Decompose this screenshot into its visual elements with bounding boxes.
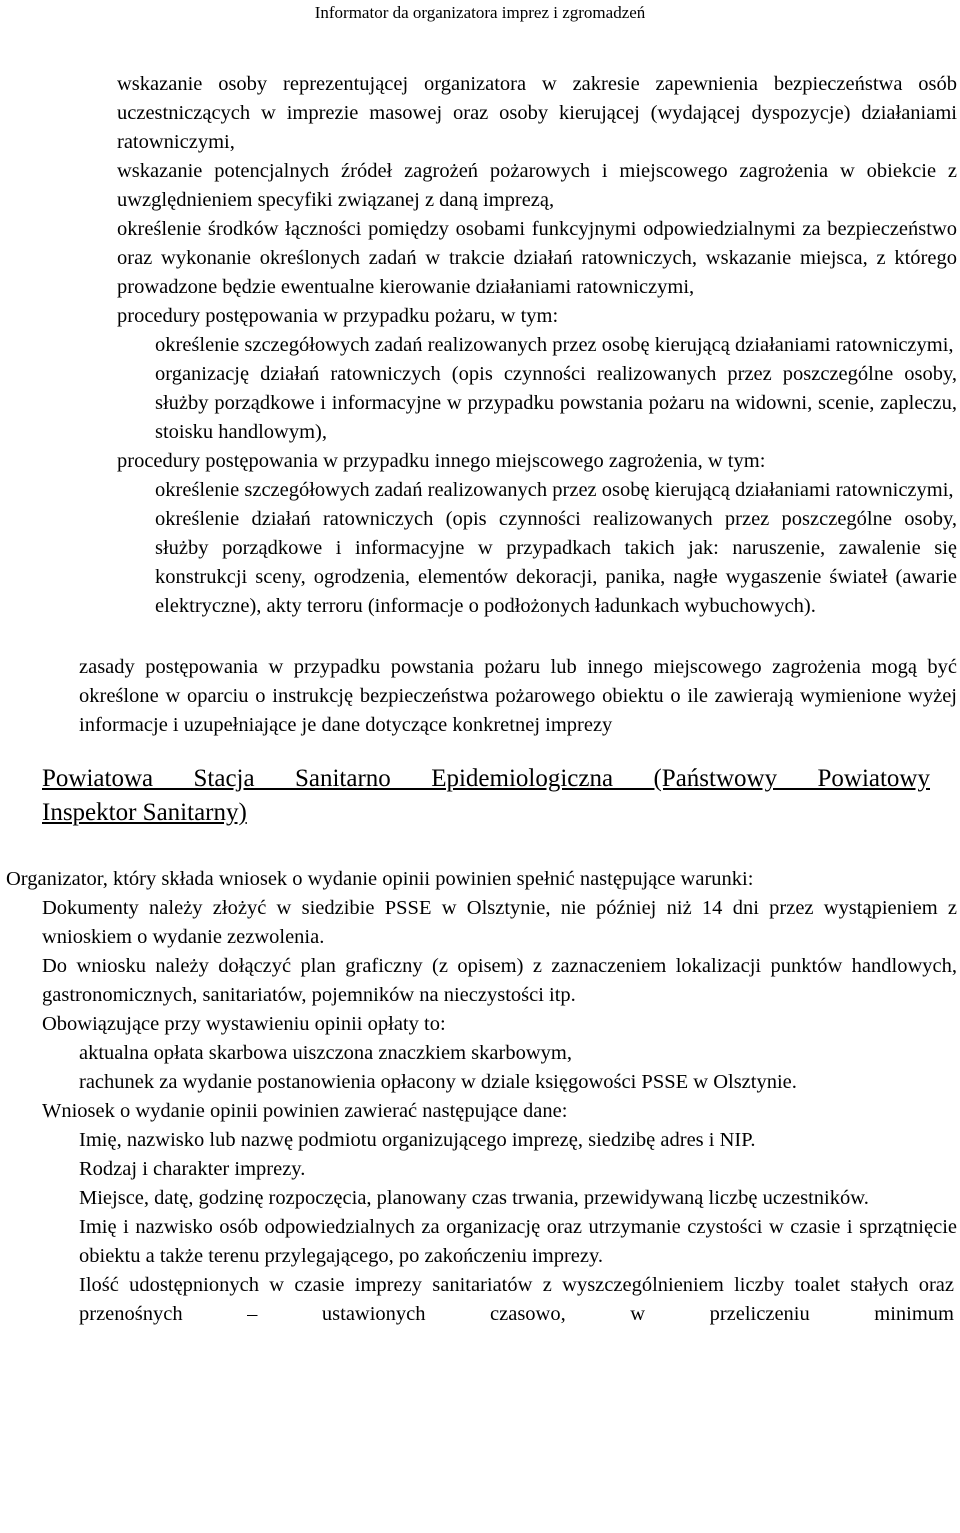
- numbered-item: [0, 952, 957, 1010]
- list-item: [0, 302, 957, 331]
- list-item-text: określenie środków łączności pomiędzy osobami funkcyjnymi odpowiedzialnymi za bezpieczeństwo oraz wykonanie określonych zadań w trakcie działań ratowniczych, wskazanie miejsca, z którego prowadzone będzie ewentualne kierowanie działaniami ratowniczymi,: [117, 218, 957, 298]
- page-header: Informator da organizatora imprez i zgromadzeń: [314, 3, 646, 22]
- sub-list-item: [0, 331, 957, 360]
- data-item-text: Imię, nazwisko lub nazwę podmiotu organizującego imprezę, siedzibę adres i NIP.: [79, 1129, 756, 1151]
- sub-list-item-text: określenie działań ratowniczych (opis czynności realizowanych przez poszczególne osoby, służby porządkowe i informacyjne w przypadkach takich jak: naruszenie, zawalenie się konstrukcji sceny, ogrodzenia, elementów dekoracji, panika, nagłe wygaszenie świateł (awarie elektryczne), akty terroru (informacje o podłożonych ładunkach wybuchowych).: [155, 508, 957, 617]
- fee-item-text: aktualna opłata skarbowa uiszczona znaczkiem skarbowym,: [79, 1042, 572, 1064]
- sub-list-item-text: określenie szczegółowych zadań realizowanych przez osobę kierującą działaniami ratowniczymi,: [155, 334, 954, 356]
- list-item-text: wskazanie osoby reprezentującej organizatora w zakresie zapewnienia bezpieczeństwa osób uczestniczących w imprezie masowej oraz osoby kierującej (wydającej dyspozycje) działaniami ratowniczymi,: [117, 73, 957, 153]
- list-item: [0, 70, 957, 157]
- sub-list-item-text: organizację działań ratowniczych (opis czynności realizowanych przez poszczególne osoby, służby porządkowe i informacyjne w przypadku powstania pożaru na widowni, scenie, zapleczu, stoisku handlowym),: [155, 363, 957, 443]
- list-item-text: wskazanie potencjalnych źródeł zagrożeń pożarowych i miejscowego zagrożenia w obiekcie z uwzględnieniem specyfiki związanej z daną imprezą,: [117, 160, 957, 211]
- numbered-item-text: Do wniosku należy dołączyć plan graficzny (z opisem) z zaznaczeniem lokalizacji punktów handlowych, gastronomicznych, sanitariatów, pojemników na nieczystości itp.: [42, 955, 957, 1006]
- data-item: [0, 1213, 957, 1271]
- data-item-text: Ilość udostępnionych w czasie imprezy sanitariatów z wyszczególnieniem liczby toalet stałych oraz przenośnych – ustawionych czasowo, w przeliczeniu minimum: [79, 1274, 954, 1325]
- fee-item: [0, 1039, 957, 1068]
- numbered-item-text: Obowiązujące przy wystawieniu opinii opłaty to:: [42, 1013, 446, 1035]
- data-item: [0, 1184, 957, 1213]
- list-item: [0, 447, 957, 476]
- numbered-item: [0, 1010, 957, 1039]
- sub-list-item: [0, 505, 957, 621]
- data-item-text: Rodzaj i charakter imprezy.: [79, 1158, 306, 1180]
- data-item-text: Miejsce, datę, godzinę rozpoczęcia, planowany czas trwania, przewidywaną liczbę uczestników.: [79, 1187, 869, 1209]
- data-item-text: Imię i nazwisko osób odpowiedzialnych za organizację oraz utrzymanie czystości w czasie i sprzątnięcie obiektu a także terenu przylegającego, po zakończeniu imprezy.: [79, 1216, 957, 1267]
- numbered-item-text: Dokumenty należy złożyć w siedzibie PSSE w Olsztynie, nie później niż 14 dni przez wystąpieniem z wnioskiem o wydanie zezwolenia.: [42, 897, 957, 948]
- fee-item-text: rachunek za wydanie postanowienia opłacony w dziale księgowości PSSE w Olsztynie.: [79, 1071, 797, 1093]
- numbered-item: [0, 894, 957, 952]
- section-title-line2: Inspektor Sanitarny): [42, 799, 247, 826]
- sub-list-item: [0, 360, 957, 447]
- list-item: [0, 157, 957, 215]
- list-item-text: procedury postępowania w przypadku pożaru, w tym:: [117, 305, 559, 327]
- fee-item: [0, 1068, 957, 1097]
- paragraph-d-text: zasady postępowania w przypadku powstania pożaru lub innego miejscowego zagrożenia mogą być określone w oparciu o instrukcję bezpieczeństwa pożarowego obiektu o ile zawierają wymienione wyżej informacje i uzupełniające je dane dotyczące konkretnej imprezy: [79, 656, 957, 736]
- section-title-line1: Powiatowa Stacja Sanitarno Epidemiologiczna (Państwowy Powiatowy: [42, 765, 930, 792]
- data-item: [0, 1126, 957, 1155]
- data-item: [0, 1155, 957, 1184]
- document-body: [0, 70, 960, 1329]
- sub-list-item: [0, 476, 957, 505]
- numbered-item: [0, 1097, 957, 1126]
- list-item: [0, 215, 957, 302]
- data-item: [0, 1271, 954, 1329]
- list-item-text: procedury postępowania w przypadku innego miejscowego zagrożenia, w tym:: [117, 450, 766, 472]
- section-intro: Organizator, który składa wniosek o wydanie opinii powinien spełnić następujące warunki:: [6, 868, 754, 890]
- numbered-item-text: Wniosek o wydanie opinii powinien zawierać następujące dane:: [42, 1100, 568, 1122]
- paragraph-d: [0, 653, 957, 740]
- sub-list-item-text: określenie szczegółowych zadań realizowanych przez osobę kierującą działaniami ratowniczymi,: [155, 479, 954, 501]
- section-heading: [0, 762, 930, 830]
